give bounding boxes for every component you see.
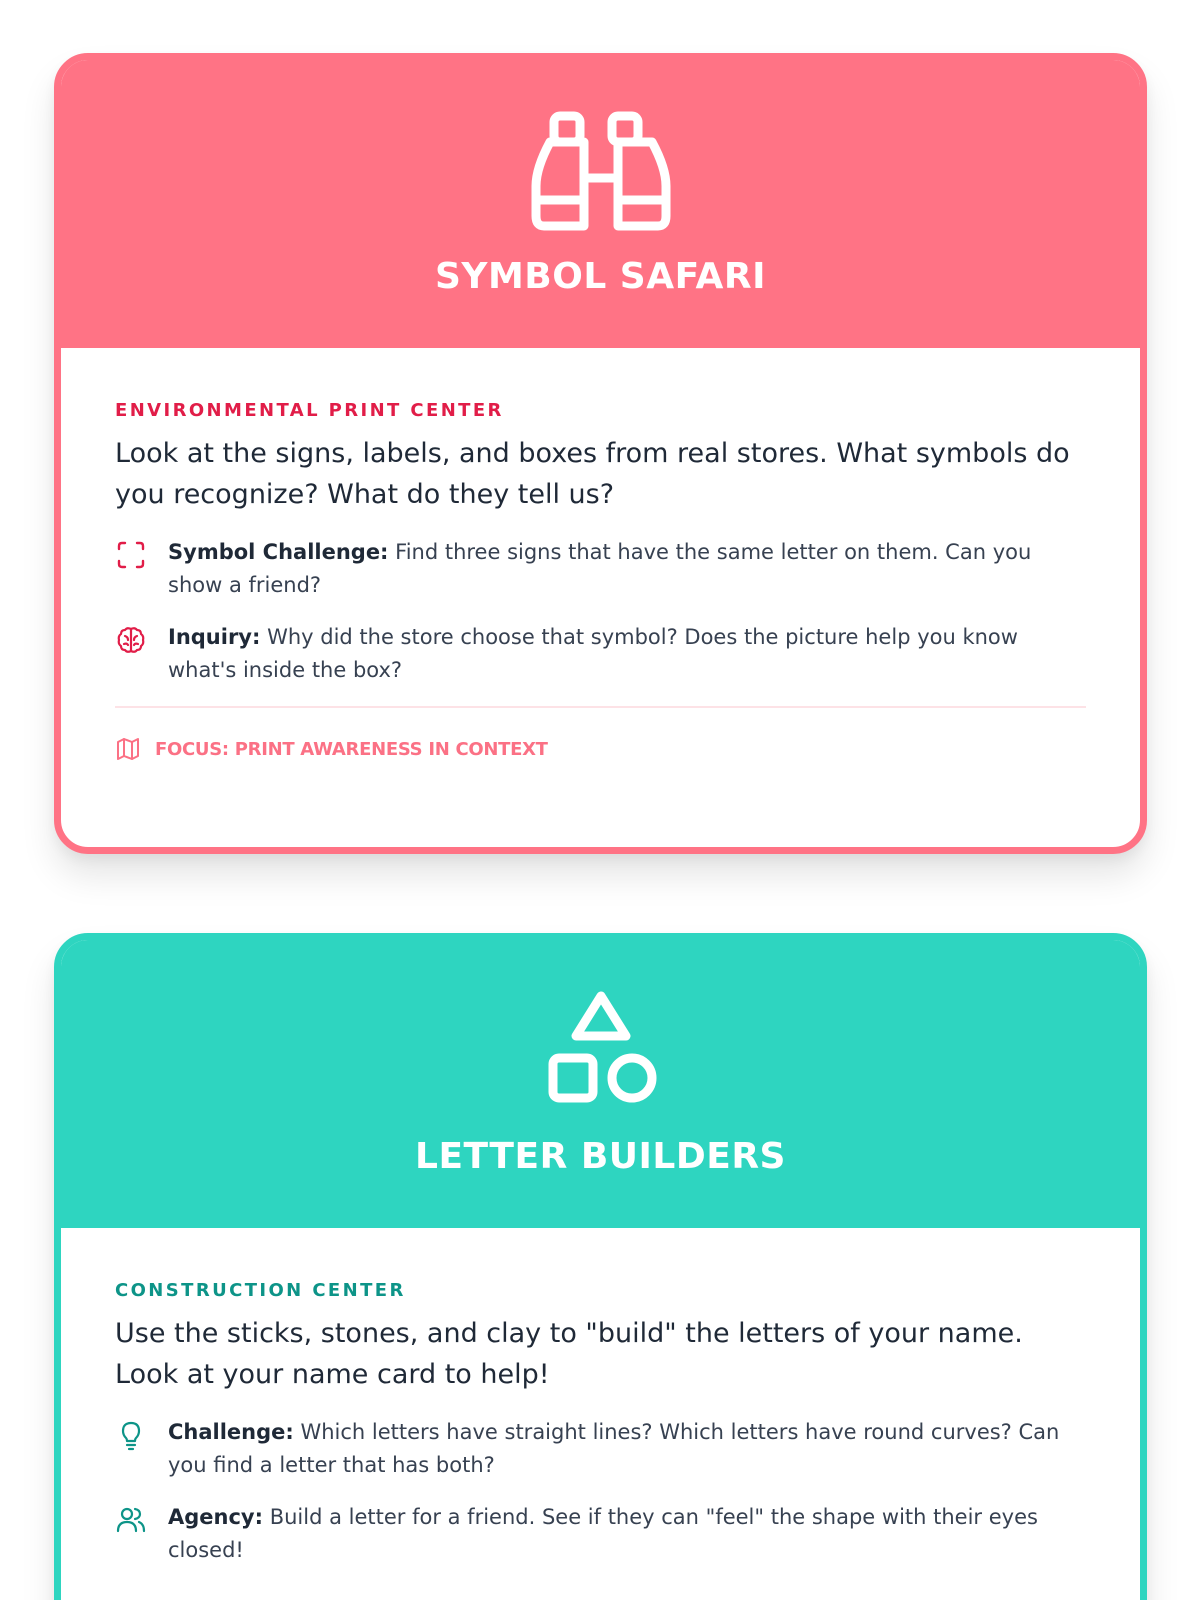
card-title: SYMBOL SAFARI xyxy=(434,256,767,297)
card-header xyxy=(61,60,1140,348)
bullet-label: Agency: xyxy=(168,1505,264,1529)
focus-label: FOCUS: PRINT AWARENESS IN CONTEXT xyxy=(155,738,548,760)
bullet-item xyxy=(115,536,1086,602)
bullet-text xyxy=(168,1416,1086,1482)
map-icon xyxy=(115,736,141,762)
card-header xyxy=(61,940,1140,1228)
shapes-icon xyxy=(526,988,676,1118)
bullet-label: Inquiry: xyxy=(168,625,261,649)
intro-text: Look at the signs, labels, and boxes from real stores. What symbols do you recognize? What do they tell us? xyxy=(115,438,1070,510)
bullet-body: Find three signs that have the same letter on them. Can you show a friend? xyxy=(168,540,1032,597)
bullet-list xyxy=(115,536,1086,687)
bullet-body: Why did the store choose that symbol? Does the picture help you know what's inside the box? xyxy=(168,625,1018,682)
scan-icon xyxy=(115,539,147,571)
brain-icon xyxy=(115,624,147,656)
bullet-label: Challenge: xyxy=(168,1420,294,1444)
bullet-text xyxy=(168,536,1086,602)
binoculars-icon xyxy=(526,108,676,238)
bullet-text xyxy=(168,1501,1086,1567)
card-title: LETTER BUILDERS xyxy=(415,1136,786,1177)
bullet-item xyxy=(115,621,1086,687)
bullet-item xyxy=(115,1501,1086,1567)
card-body xyxy=(61,348,1140,762)
bullet-text xyxy=(168,621,1086,687)
section-label: CONSTRUCTION CENTER xyxy=(115,1280,406,1301)
card-body xyxy=(61,1228,1140,1567)
intro-text: Use the sticks, stones, and clay to "build" the letters of your name. Look at your name card to help! xyxy=(115,1318,1023,1390)
card-footer xyxy=(115,736,1086,762)
activity-card-symbol-safari xyxy=(54,53,1147,854)
bullet-body: Build a letter for a friend. See if they can "feel" the shape with their eyes closed! xyxy=(168,1505,1038,1562)
users-icon xyxy=(115,1504,147,1536)
bullet-list xyxy=(115,1416,1086,1567)
section-label: ENVIRONMENTAL PRINT CENTER xyxy=(115,400,504,421)
lightbulb-icon xyxy=(115,1419,147,1451)
divider xyxy=(115,706,1086,708)
bullet-item xyxy=(115,1416,1086,1482)
bullet-body: Which letters have straight lines? Which letters have round curves? Can you find a letter that has both? xyxy=(168,1420,1060,1477)
activity-card-letter-builders xyxy=(54,933,1147,1600)
bullet-label: Symbol Challenge: xyxy=(168,540,389,564)
